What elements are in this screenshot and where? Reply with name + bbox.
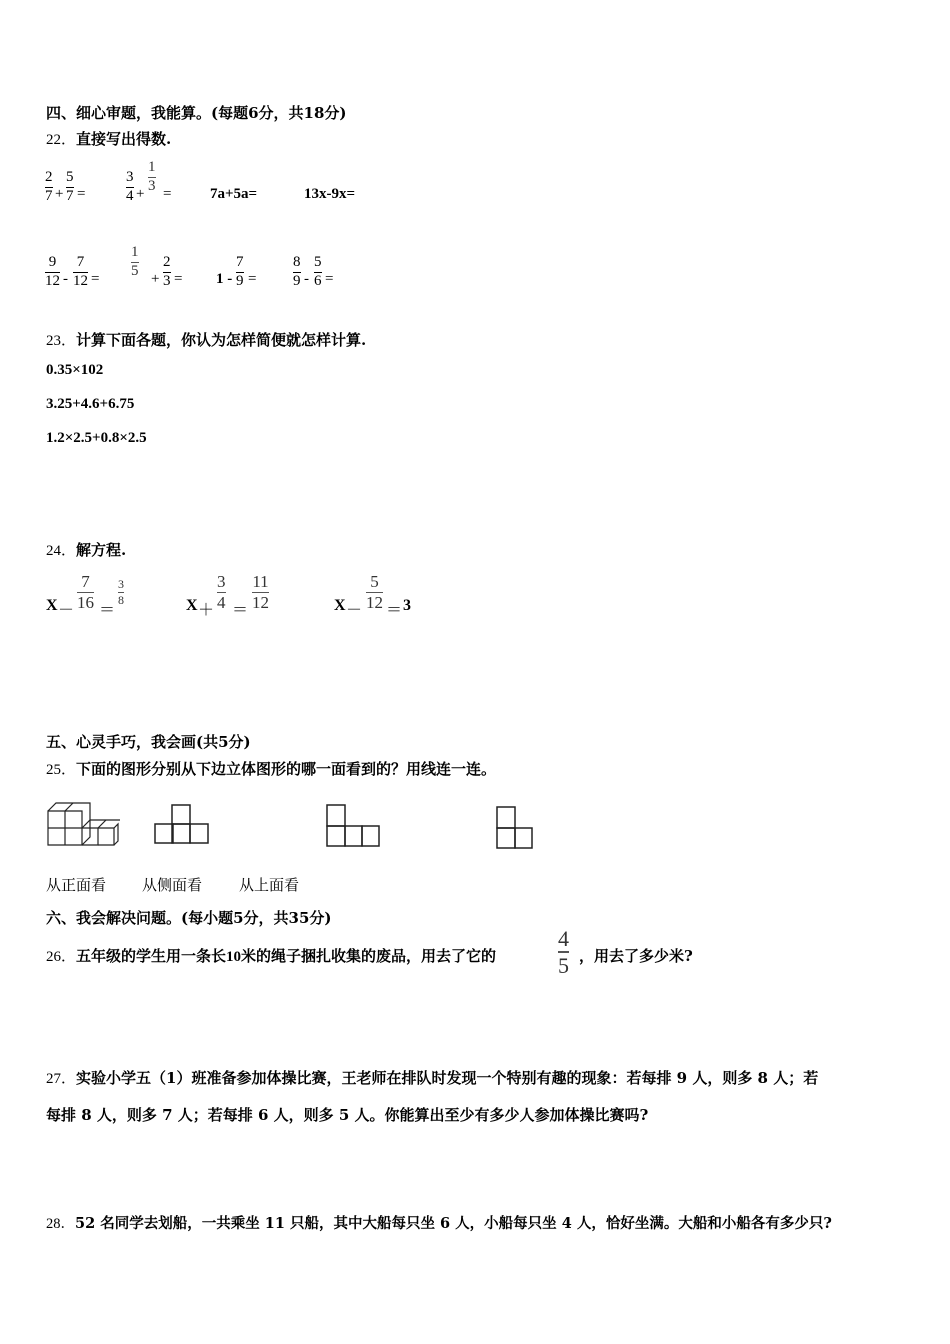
expression: 7a+5a= (210, 186, 258, 202)
q26-text-end: ，用去了多少米? (579, 947, 693, 965)
equals-sign: ＝ (232, 602, 249, 619)
view-shape-1 (154, 803, 212, 845)
fraction: 7 12 (73, 254, 88, 289)
q23-item: 3.25+4.6+6.75 (46, 396, 135, 412)
q27-line-2: 每排 8 人，则多 7 人；若每排 6 人，则多 5 人。你能算出至少有多少人参加体操比赛吗? (46, 1106, 649, 1124)
q24-number: 24． (46, 543, 77, 559)
operator: + (151, 271, 160, 287)
operator: + (55, 186, 64, 202)
operator: － (346, 602, 363, 619)
section-5-heading: 五、心灵手巧，我会画(共5分) (46, 733, 251, 751)
fraction: 1 5 (131, 244, 139, 279)
q28-number: 28． (46, 1216, 75, 1232)
q24-prompt: 解方程. (76, 541, 127, 559)
q26-number: 26． (46, 949, 77, 965)
fraction: 2 3 (163, 254, 171, 289)
equation-rhs: 3 (403, 597, 411, 614)
expression-lead: 1 - (216, 271, 233, 287)
fraction: 3 4 (126, 169, 134, 204)
view-label-side: 从侧面看 (142, 876, 203, 894)
variable: X (46, 597, 58, 614)
view-shape-3 (495, 803, 537, 849)
equals-sign: = (77, 186, 86, 202)
q26-length: 10 (226, 949, 242, 965)
equals-sign: = (174, 271, 183, 287)
section-6-heading: 六、我会解决问题。(每小题5分，共35分) (46, 909, 332, 927)
fraction: 5 12 (366, 572, 383, 612)
fraction: 7 16 (77, 572, 94, 612)
view-label-front: 从正面看 (46, 876, 107, 894)
q27-number: 27． (46, 1071, 77, 1087)
expression: 13x-9x= (304, 186, 356, 202)
fraction: 5 6 (314, 254, 322, 289)
fraction: 8 9 (293, 254, 301, 289)
q23-title (46, 329, 366, 350)
q27-line-1: 27．实验小学五（1）班准备参加体操比赛，王老师在排队时发现一个特别有趣的现象：若每排 9 人，则多 8 人；若 (46, 1069, 819, 1087)
q23-prompt: 计算下面各题，你认为怎样简便就怎样计算. (76, 331, 367, 349)
q25-title (46, 758, 496, 779)
operator: - (63, 271, 68, 287)
q24-title (46, 539, 126, 560)
equals-sign: = (91, 271, 100, 287)
equals-sign: ＝ (386, 602, 403, 619)
q22-number: 22． (46, 132, 77, 148)
equals-sign: = (325, 271, 334, 287)
equals-sign: = (163, 186, 172, 202)
q23-number: 23． (46, 333, 77, 349)
equals-sign: ＝ (99, 602, 116, 619)
q25-number: 25． (46, 762, 77, 778)
q25-prompt: 下面的图形分别从下边立体图形的哪一面看到的？用线连一连。 (76, 760, 497, 778)
solid-figure-image (46, 795, 120, 847)
q22-prompt: 直接写出得数. (76, 130, 172, 148)
operator: - (304, 271, 309, 287)
variable: X (186, 597, 198, 614)
operator: － (58, 602, 75, 619)
fraction: 2 7 (45, 169, 53, 204)
operator: + (136, 186, 145, 202)
section-4-heading: 四、细心审题，我能算。(每题6分，共18分) (46, 104, 347, 122)
q26-fraction: 4 5 (558, 926, 569, 979)
q23-item: 0.35×102 (46, 362, 104, 378)
fraction: 5 7 (66, 169, 74, 204)
fraction: 11 12 (252, 572, 269, 612)
fraction: 3 8 (118, 577, 124, 607)
q28-text: 28．52 名同学去划船，一共乘坐 11 只船，其中大船每只坐 6 人，小船每只坐 4 人，恰好坐满。大船和小船各有多少只? (46, 1215, 832, 1232)
q22-title (46, 128, 171, 149)
fraction: 7 9 (236, 254, 244, 289)
view-label-top: 从上面看 (239, 876, 300, 894)
q26-text: 26．五年级的学生用一条长10米的绳子捆扎收集的废品，用去了它的 (46, 947, 497, 965)
view-shape-2 (325, 803, 383, 848)
operator: ＋ (198, 602, 215, 619)
fraction: 9 12 (45, 254, 60, 289)
fraction: 1 3 (148, 159, 156, 194)
q23-item: 1.2×2.5+0.8×2.5 (46, 430, 147, 446)
equals-sign: = (248, 271, 257, 287)
variable: X (334, 597, 346, 614)
fraction: 3 4 (217, 572, 226, 612)
